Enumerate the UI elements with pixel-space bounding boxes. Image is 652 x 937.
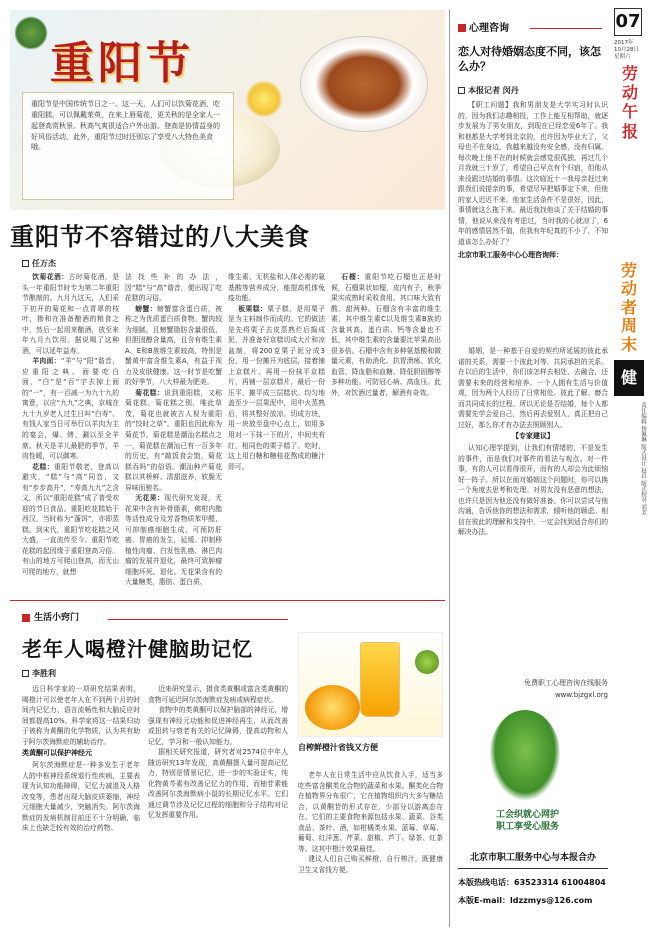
issue-date: 10月28日 (614, 47, 639, 53)
photo-caption: 自榨鲜橙汁省钱又方便 (298, 743, 378, 752)
issue-weekday: 星期六 (614, 54, 631, 60)
chrysanthemum-decoration (245, 80, 283, 118)
life-column-1: 近日科学家的一项研究结果表明，喝橙汁可以使老年人在不到两个月的时间内记忆力、语言流畅性和大脑反应时间都提高10%。科学家将这一结果归功于被称为黄酮的化学物质，认为其有助于阿尔茨海默症的辅助治疗。 类黄酮可以保护神经元 阿尔茨海默症是一种多发生于老年人的中枢神经系统退行性疾病，主要表现为认知功能障碍，记忆力减退及人格改变等，患者出现大脑皮质萎缩，神经元细胞大量减少，突触消失。阿尔茨海默症的发病机制目前还不十分明确，临床上也缺乏较有效的治疗药物。 (22, 685, 140, 833)
square-icon (22, 260, 29, 267)
email: 本版E-mail：ldzzmys@126.com (458, 896, 593, 905)
service-note: 免费职工心理咨询在线服务 (524, 679, 608, 687)
square-icon (458, 87, 465, 94)
service-url[interactable]: www.bjzgxl.org (554, 691, 608, 699)
orange-half (305, 685, 360, 730)
section-rule (108, 619, 288, 620)
editor-credits: 责任编辑 杨佩琳 版式设计 赵岩 版式校对 刘芳 (640, 402, 646, 516)
section-divider (10, 600, 445, 601)
life-headline: 老年人喝橙汁健脑助记忆 (22, 637, 253, 661)
newspaper-name: 劳 动 午 报 (621, 64, 638, 141)
subheading: 北京市职工服务中心心理咨询师： (458, 251, 563, 260)
issue-year: 2017年 (614, 40, 634, 46)
section-label: 心理咨询 (458, 22, 509, 37)
hero-intro: 重阳节是中国传统节日之一。这一天，人们可以饮菊花酒，吃重阳糕，可以佩戴茱萸，在来上唇菊花，更关秋的是全家人一起登高赏秋景。秋高气爽很适合户外出游。登高是协情益身的好风俗活动，此外，重阳节过时还别忘了享受八大特色美食哦。 (22, 92, 234, 200)
byline: 任万杰 (22, 258, 56, 270)
section-rule (530, 28, 602, 29)
psych-answer: 婚姻，是一种基于自爱的契约所延展的彼此承诺的关系，需要一个彼此对等、共同承担的关系。在以后的生活中，你们该怎样去相处、去融合，还需要未来的经营和培养。一个人拥有生活与价值观，因为两个人经历了日常相处、彼此了解、磨合而共同成长的过程。所以无论是否结婚，每个人都需要先学会爱自己，然后再去爱别人，真正把自己过好，那么你才有办法去照顾别人。 【专家建议】 认知心理学提到，让我们有情绪的，不是发生的事件，而是我们对事件的看法与观点。对一件事，有的人可以看得很开，而有的人却会为此烦恼好一阵子。所以在面对婚姻这个问题时，你可以换一个角度去思考和处理。对男友没有恶意的想法，也许只是因为他还没有做好准备。你可以尝试与他沟通，告诉他你的想法和需求，倾听他的顾虑。相信在彼此的理解和支持中，一定会找到适合你们的解决办法。 (458, 347, 608, 537)
divider (458, 868, 608, 869)
psych-question: 【职工问题】我和男朋友是大学实习时认识的，因为我们志趣相投，工作上能互相帮助，就逐步发展为了男女朋友，到现在已经恋爱6年了。我和他都是大学考到北京的，也许因为毕业大了，父母也不在身边，我越来越没有安全感，没有归属。每次晚上他不在的时候就会感觉很孤独。再过几个月我就三十岁了，希望自己早点有个归宿，但他从来没跟过结婚的事情。这次临近十一我母亲赶过来跟我们说提亲的事，希望尽早把婚事定下来，但他的家人迟迟不来。他家生活条件不是很好，因此，事情就这么拖下来。最近我找他谈了关于结婚的事情，他说从来没有考虑过，当时我的心就凉了，6年的感情居然不值，但我有年纪真的不小了，不知道该怎么办好了？ 北京市职工服务中心心理咨询师： (458, 101, 608, 260)
square-icon (22, 670, 29, 677)
hotline: 本版热线电话：63523314 61004804 (458, 878, 606, 887)
leaf-decoration (14, 16, 48, 50)
byline: 李胜利 (22, 668, 56, 680)
article-column-2: 法找些补的办法，因“糕”与“高”谐音，便出现了吃花糕的习俗。 螃蟹：螃蟹富含蛋白质，被称之为优质蛋白质食物。蟹肉较为细腻，且螃蟹脂肪含量很低，但胆固醇含量高，且含有维生素A、E和B族维生素较高，特别是蟹黄中富含维生素A，有益于视力及皮肤健康。这一时节是吃蟹的好季节，八大样最为肥美。 菊花糕：说到重阳糕，又称菊花糕、菊花糕之别，唯此草茂，菊花也就被古人视为重阳的“饺时之草”。重阳也因此称为菊花节。菊花糕是潮汕名糕点之一，菊花糕在潮汕已有一百多年的历史，有“敲饭食会饱，菊花糕吞吗”的俗语。潮汕种产菊花糕以其桥鲜、清甜滋养，软脆无异味而驰名。 无花果：现代研究发现，无花果中含有补骨脂素，佛柑内酯等活性成分及芳香物质苯甲醛，可抑制癌细胞生成，可预防肝癌、胃癌的发生，延缓、抑制移植性肉瘤、白发性乳癌、淋巴肉瘤的发展并退化，最终可致肿瘤细胞坏死。退化。无花果含有的大量糖类，脂肪、蛋白质、 (125, 273, 223, 587)
food-photo (300, 36, 428, 132)
hero-title: 重阳节 (50, 38, 194, 89)
page-number: 07 (614, 8, 642, 36)
article-column-1: 饮菊花酒：古时菊花酒，是头一年重阳节时专为第二年重阳节酿制的。九月九这天，人们采下初开的菊花和一点青翠的枝叶，掺和在准备酿酒的粮食之中，然后一起用来酿酒，放至来年九月九饮用。据说喝了这种酒，可以延年益寿。 羊肉面：“羊”与“阳”谐音，应重阳之典。面要吃白面，“白”是“百”字去掉上面的“一”，有一百减一为九十九的寓意，以应“九九”之典，京城在九十九岁老人过生日叫“白寿”。有钱人家当日可举行以羊肉为主的宴会，爆、烤、涮以至全羊席。秋天是羊儿最肥的季节，羊肉性暖，可以御寒。 花糕：重阳节敬老，登高以避灾，“糕”与“高”同音，又有“步步高升”，“寿高九九”之含义，所以“重阳花糕”成了普受欢迎的节日食品。重阳吃花糕始于西汉，当时称为“蓬饵”，亦即蒸糕。到宋代，重阳节吃花糕之风大盛，一直流传至今。重阳节吃花糕的起因缘于重阳登高习俗。有山的地方可爬山登高，而无山可爬的地方，就想 (22, 273, 120, 576)
article-headline: 重阳节不容错过的八大美食 (10, 223, 310, 251)
column-separator (449, 10, 450, 927)
logo-slogan: 工会织就心网护 职工享受心服务 (496, 810, 560, 832)
section-label: 生活小窍门 (22, 612, 170, 626)
psych-headline: 恋人对待婚姻态度不同，该怎么办？ (458, 45, 601, 74)
red-square-icon (458, 24, 466, 32)
subheading: 【专家建议】 (512, 431, 554, 441)
life-column-3: 老年人在日常生活中应从饮食入手，适当多吃些富含酮类化合物的蔬菜和水果。酮类化合物在植物界分布很广，它在植物组织内大多与糖结合，以黄酮苷的形式存在，少部分以游离态存在。它们的主要食物来源包括水果、蔬菜、谷类食品、茶叶、酒，如柑橘类水果、蓝莓、草莓、葡萄、红洋葱、芹菜、甜椒、芦丁、绿茶、红茶等。这其中橙汁效果最佳。 建议人们自己购买鲜橙，自行榨汁，既健康卫生又省钱方便。 (298, 771, 443, 874)
juice-glass (360, 642, 400, 717)
tree-logo (490, 710, 560, 800)
subheading: 类黄酮可以保护神经元 (22, 749, 92, 758)
article-column-3: 维生素、无机盐和人体必需的氨基酸等营养成分，能提高机体免疫功能。 板栗糕：栗子糕，是用栗子是为主料制作而成的。它的做法是先将栗子去皮蒸熟烂后捣成泥，并准备好京糕切成大片和凉盆制，将200克栗子泥分成3份，用一份摊开为底层，接着铺上京糕片。再用一份抹平京糕片，再铺一层京糕片，最后一份压平，摊平成三层糕状。均匀地盖至少一层果泥中，用中火蒸熟后，将其整好放凉。切成方块，用一块放至盘中心点上，如用多用对一下抹一下的片，中间夹有红，相同色的栗子糕了。吃时，这上用白糖和糖桂花熬成的糖汁即可。 (228, 273, 326, 471)
life-column-2: 近来研究显示，摄食类黄酮或富含类黄酮的食物可延迟阿尔茨海默症发病或病程症状。 食物中的类黄酮可以保护脑部的神经元，增强现有神经元功能和促进神经再生，从而改善或扭转与衰老有关的记忆障碍，提高动物和人记忆，学习和一般认知能力。 据相关研究报道，研究者对2574位中年人随访研究13年发现，高黄酮摄入量可提高记忆力，特别是情景记忆，进一步的实验证实，纯化物黄芩素有改善记忆力的作用，而柚苷素能改善阿尔茨海默病小鼠的长期记忆水平。它们通过调节涉及记忆过程的细胞和分子结构对记忆发挥重要作用。 (148, 685, 288, 820)
red-square-icon (22, 614, 30, 622)
section-name: 劳 动 者 周 末 (620, 261, 637, 354)
byline: 本报记者 闵丹 (458, 85, 519, 97)
organizer: 北京市职工服务中心与本报合办 (469, 853, 596, 863)
leaf-icon (415, 650, 439, 674)
page-topic: 健康 (614, 360, 644, 396)
article-column-4: 石榴：重阳节吃石榴也正是时候，石榴果状如榴，皮内有子，秋季果实成熟时采收食用。其口味大致有酸、甜两种。石榴含有丰富的维生素，其中维生素C以及维生素B族的含量其高，蛋白质、钙等含量也不低，其中维生素的含量要比苹果高出很多倍。石榴中含有多种氨基酸和微量元素，有助消化、抗胃溃疡、软化血管、降血脂和血糖、降低胆固醇等多种功能。可防冠心病、高血压。此外，对饮酒过量者，解酒有奇效。 (331, 273, 442, 397)
